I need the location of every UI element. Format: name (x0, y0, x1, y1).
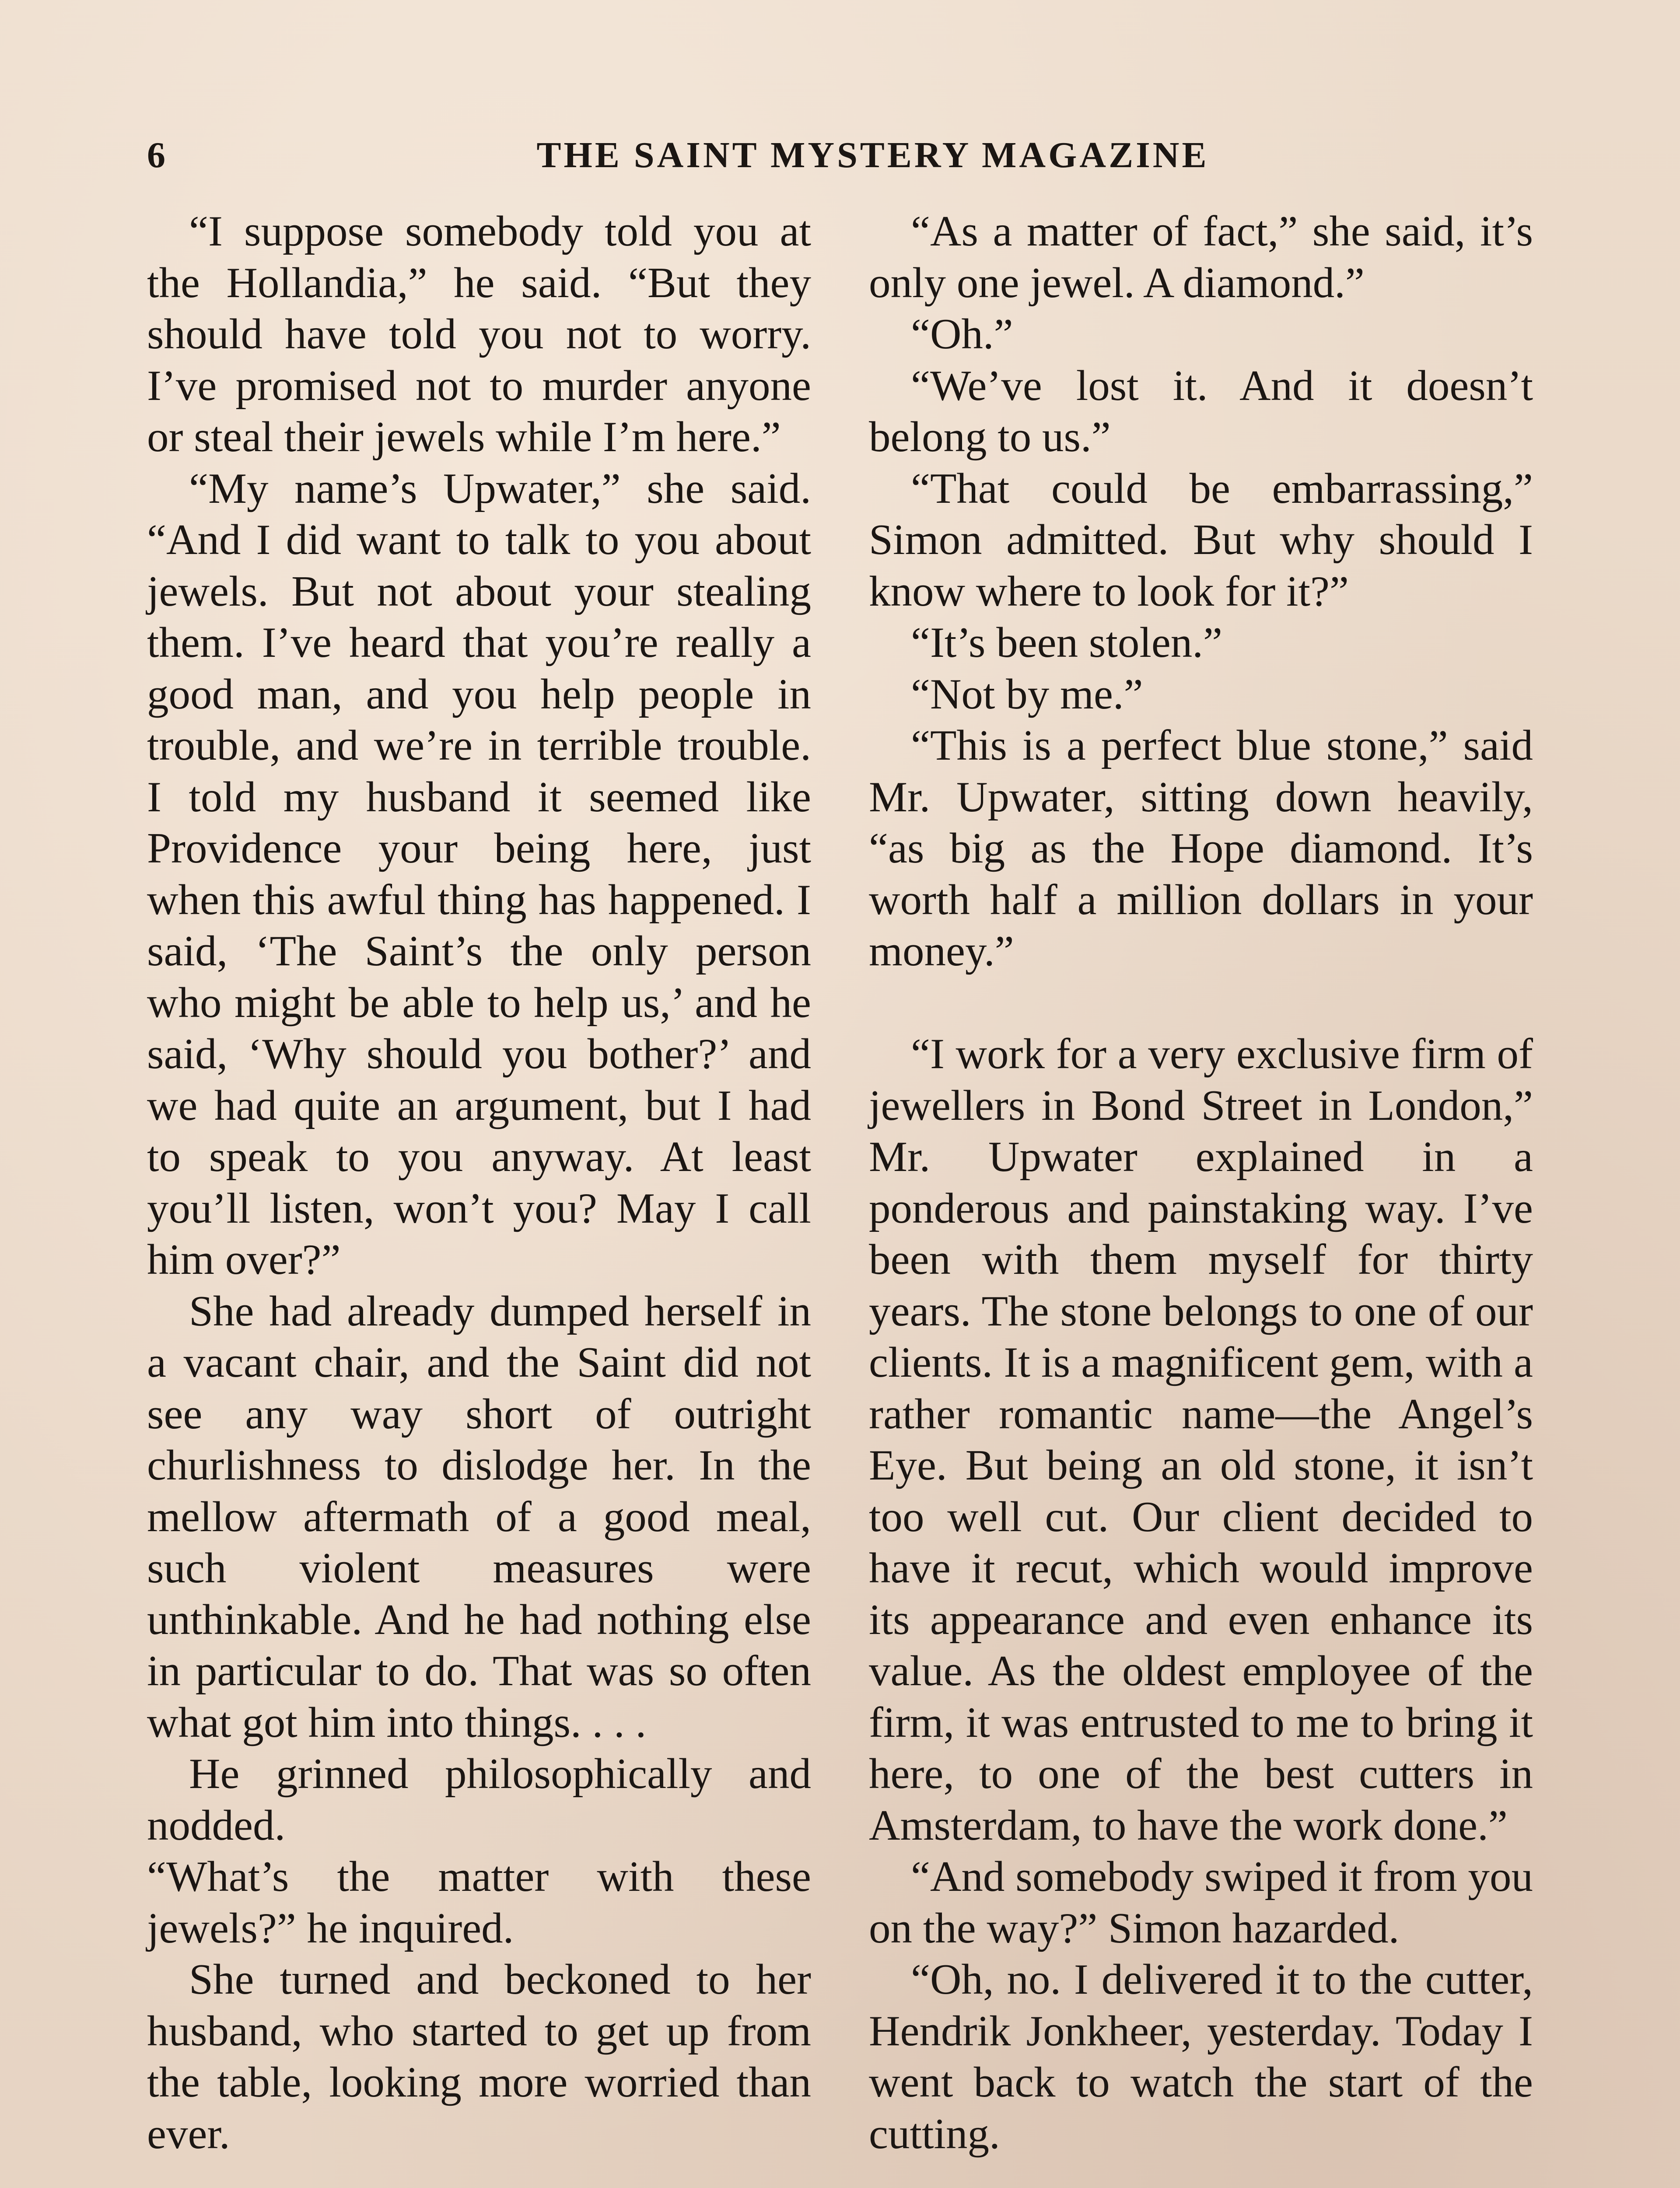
paragraph: He grinned philosophically and nodded. (147, 1750, 811, 1849)
paragraph: She had already dumped herself in a vacant chair, and the Saint did not see any way short of outright churlishness to dislodge her. In the mellow aftermath of a good meal, such violent measures were unthinkable. And he had nothing else in particular to do. That was so often what got him into things. . . . (147, 1287, 811, 1746)
paragraph: “What’s the matter with these jewels?” he inquired. (147, 1853, 811, 1952)
paragraph: “This is a perfect blue stone,” said Mr. Upwater, sitting down heavily, “as big as the Hope diamond. It’s worth half a million dollars in your money.” (869, 722, 1533, 975)
page-number: 6 (147, 135, 168, 175)
section-break (869, 977, 1533, 1029)
paragraph: “My name’s Upwater,” she said. “And I did want to talk to you about jewels. But not about your stealing them. I’ve heard that you’re really a good man, and you help people in trouble, and we’re in terrible trouble. I told my husband it seemed like Providence your being here, just when this awful thing has happened. I said, ‘The Saint’s the only person who might be able to help us,’ and he said, ‘Why should you bother?’ and we had quite an argument, but I had to speak to you anyway. At least you’ll listen, won’t you? May I call him over?” (147, 464, 811, 1283)
paragraph: “I suppose somebody told you at the Hollandia,” he said. “But they should have told you not to worry. I’ve promised not to murder anyone or steal their jewels while I’m here.” (147, 207, 811, 461)
paragraph: “Oh, no. I delivered it to the cutter, Hendrik Jonkheer, yesterday. Today I went back to watch the start of the cutting. (869, 1956, 1533, 2158)
paragraph: “I work for a very exclusive firm of jewellers in Bond Street in London,” Mr. Upwater explained in a ponderous and painstaking way. I’ve been with them myself for thirty years. The stone belongs to one of our clients. It is a magnificent gem, with a rather romantic name—the Angel’s Eye. But being an old stone, it isn’t too well cut. Our client decided to have it recut, which would improve its appearance and even enhance its value. As the oldest employee of the firm, it was entrusted to me to bring it here, to one of the best cutters in Amsterdam, to have the work done.” (869, 1030, 1533, 1849)
running-title: THE SAINT MYSTERY MAGAZINE (536, 135, 1209, 175)
paragraph: “Oh.” (911, 310, 1013, 358)
right-column (869, 206, 1533, 2160)
paragraph: “And somebody swiped it from you on the way?” Simon hazarded. (869, 1853, 1533, 1952)
paragraph: “Not by me.” (911, 670, 1143, 718)
paragraph: “As a matter of fact,” she said, it’s only one jewel. A diamond.” (869, 207, 1533, 307)
paragraph: “That could be embarrassing,” Simon admitted. But why should I know where to look for it?” (869, 464, 1533, 615)
paragraph: “We’ve lost it. And it doesn’t belong to us.” (869, 361, 1533, 461)
page-header (147, 129, 1533, 182)
paragraph: “It’s been stolen.” (911, 619, 1222, 666)
paragraph: She turned and beckoned to her husband, who started to get up from the table, looking more worried than ever. (147, 1956, 811, 2158)
left-column (147, 206, 811, 2160)
